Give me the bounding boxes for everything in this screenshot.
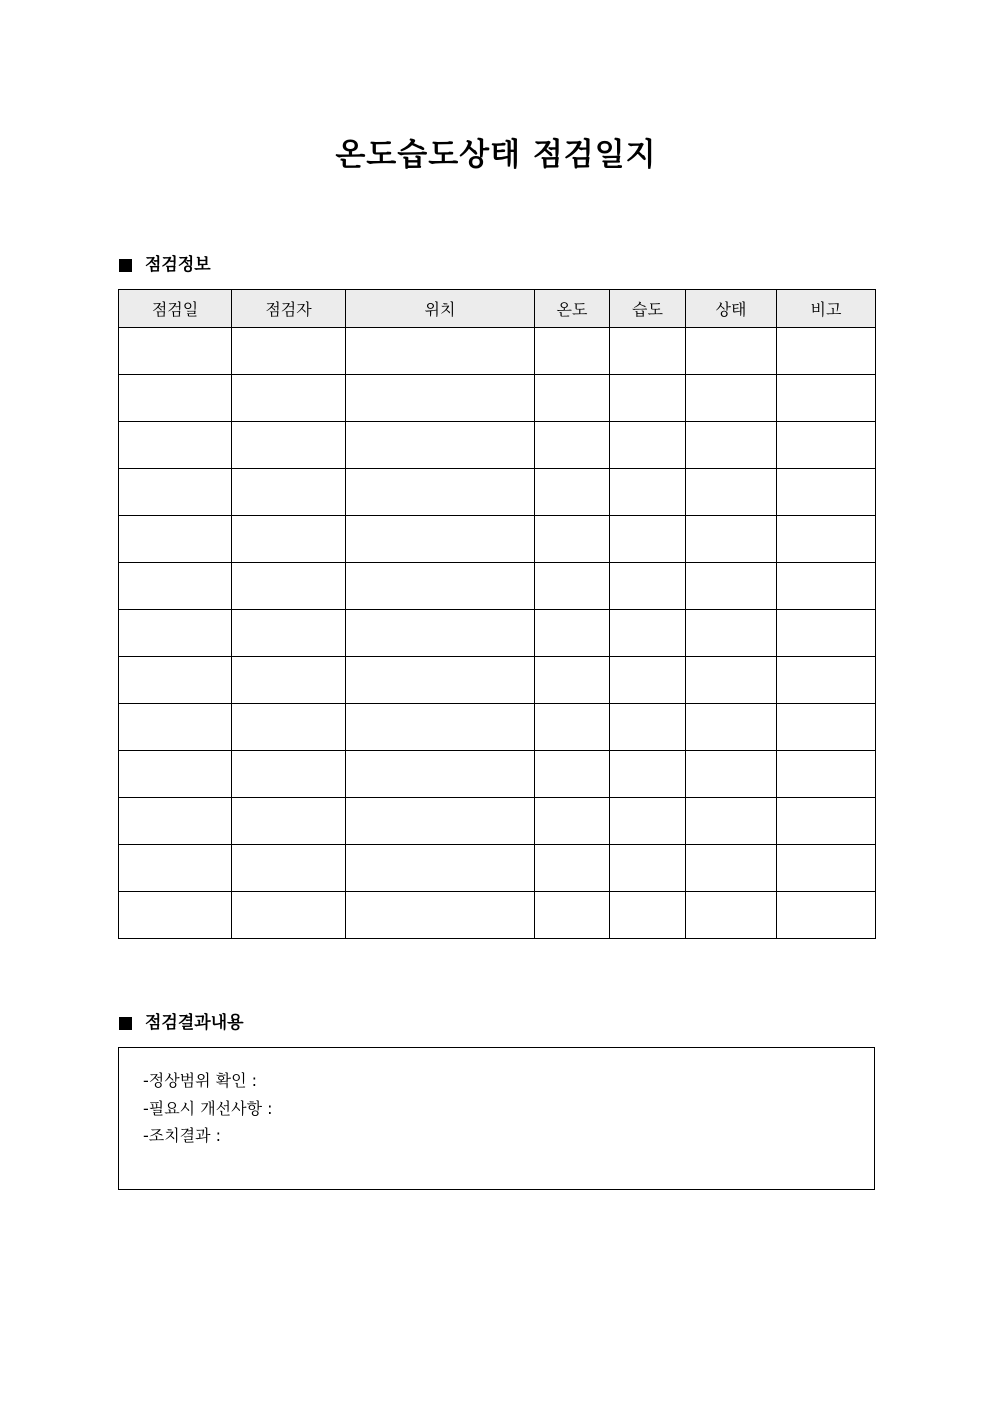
table-cell[interactable] (535, 704, 610, 751)
table-cell[interactable] (686, 469, 777, 516)
table-cell[interactable] (686, 657, 777, 704)
table-cell[interactable] (777, 657, 876, 704)
table-cell[interactable] (610, 375, 686, 422)
table-cell[interactable] (232, 469, 346, 516)
column-header-temperature: 온도 (535, 290, 610, 328)
table-row (119, 422, 876, 469)
table-cell[interactable] (119, 516, 232, 563)
table-header-row (119, 290, 876, 328)
table-cell[interactable] (535, 375, 610, 422)
section-heading-inspection-info (119, 253, 211, 277)
table-cell[interactable] (232, 422, 346, 469)
table-cell[interactable] (610, 516, 686, 563)
table-row (119, 845, 876, 892)
result-line-normal-range: -정상범위 확인 : (143, 1071, 258, 1090)
table-cell[interactable] (346, 751, 535, 798)
table-cell[interactable] (232, 892, 346, 939)
table-cell[interactable] (535, 610, 610, 657)
table-cell[interactable] (232, 375, 346, 422)
table-row (119, 328, 876, 375)
table-cell[interactable] (346, 516, 535, 563)
table-cell[interactable] (119, 892, 232, 939)
table-row (119, 516, 876, 563)
table-row (119, 563, 876, 610)
table-cell[interactable] (232, 704, 346, 751)
table-cell[interactable] (610, 845, 686, 892)
table-cell[interactable] (535, 563, 610, 610)
table-row (119, 704, 876, 751)
result-line-action-result: -조치결과 : (143, 1126, 222, 1145)
table-cell[interactable] (535, 798, 610, 845)
table-cell[interactable] (610, 328, 686, 375)
table-cell[interactable] (777, 328, 876, 375)
table-cell[interactable] (777, 798, 876, 845)
table-cell[interactable] (686, 845, 777, 892)
table-cell[interactable] (777, 563, 876, 610)
table-cell[interactable] (119, 704, 232, 751)
table-cell[interactable] (346, 375, 535, 422)
table-cell[interactable] (232, 657, 346, 704)
column-header-location: 위치 (346, 290, 535, 328)
table-cell[interactable] (535, 845, 610, 892)
document-title: 온도습도상태 점검일지 (335, 137, 657, 173)
table-cell[interactable] (232, 845, 346, 892)
table-cell[interactable] (535, 328, 610, 375)
table-row (119, 798, 876, 845)
column-header-inspector: 점검자 (232, 290, 346, 328)
table-cell[interactable] (119, 657, 232, 704)
table-cell[interactable] (346, 704, 535, 751)
table-row (119, 892, 876, 939)
table-cell[interactable] (686, 798, 777, 845)
table-cell[interactable] (119, 751, 232, 798)
table-cell[interactable] (610, 751, 686, 798)
table-row (119, 610, 876, 657)
table-cell[interactable] (777, 751, 876, 798)
table-cell[interactable] (119, 375, 232, 422)
section-heading-inspection-result (119, 1011, 244, 1035)
table-cell[interactable] (777, 892, 876, 939)
inspection-log-table (118, 289, 876, 939)
table-cell[interactable] (119, 845, 232, 892)
table-cell[interactable] (686, 892, 777, 939)
table-cell[interactable] (119, 563, 232, 610)
table-cell[interactable] (119, 422, 232, 469)
table-cell[interactable] (346, 563, 535, 610)
section-heading-label: 점검정보 (145, 255, 211, 275)
table-cell[interactable] (346, 328, 535, 375)
section-heading-label: 점검결과내용 (145, 1013, 244, 1033)
table-cell[interactable] (777, 375, 876, 422)
table-cell[interactable] (686, 422, 777, 469)
table-cell[interactable] (686, 610, 777, 657)
table-cell[interactable] (610, 704, 686, 751)
table-cell[interactable] (232, 610, 346, 657)
table-cell[interactable] (346, 422, 535, 469)
table-cell[interactable] (610, 422, 686, 469)
table-cell[interactable] (535, 469, 610, 516)
table-cell[interactable] (346, 892, 535, 939)
table-cell[interactable] (535, 516, 610, 563)
table-cell[interactable] (119, 610, 232, 657)
table-cell[interactable] (610, 892, 686, 939)
table-cell[interactable] (346, 610, 535, 657)
table-cell[interactable] (346, 657, 535, 704)
table-cell[interactable] (686, 516, 777, 563)
inspection-result-box[interactable] (118, 1047, 875, 1190)
table-cell[interactable] (232, 798, 346, 845)
column-header-date: 점검일 (119, 290, 232, 328)
table-cell[interactable] (119, 469, 232, 516)
table-cell[interactable] (535, 422, 610, 469)
table-body (119, 328, 876, 939)
result-line-improvements: -필요시 개선사항 : (143, 1098, 273, 1118)
table-cell[interactable] (610, 469, 686, 516)
table-cell[interactable] (119, 328, 232, 375)
square-bullet-icon (119, 259, 132, 272)
column-header-status: 상태 (686, 290, 777, 328)
table-cell[interactable] (777, 469, 876, 516)
table-cell[interactable] (610, 657, 686, 704)
table-cell[interactable] (686, 751, 777, 798)
table-cell[interactable] (777, 704, 876, 751)
table-row (119, 469, 876, 516)
table-cell[interactable] (777, 610, 876, 657)
table-cell[interactable] (686, 375, 777, 422)
table-row (119, 375, 876, 422)
table-cell[interactable] (535, 657, 610, 704)
column-header-remarks: 비고 (777, 290, 876, 328)
table-row (119, 751, 876, 798)
table-cell[interactable] (346, 469, 535, 516)
table-cell[interactable] (777, 845, 876, 892)
table-cell[interactable] (686, 704, 777, 751)
table-cell[interactable] (232, 516, 346, 563)
column-header-humidity: 습도 (610, 290, 686, 328)
table-cell[interactable] (346, 845, 535, 892)
table-cell[interactable] (232, 563, 346, 610)
table-cell[interactable] (535, 892, 610, 939)
table-cell[interactable] (232, 751, 346, 798)
table-cell[interactable] (346, 798, 535, 845)
table-cell[interactable] (777, 516, 876, 563)
square-bullet-icon (119, 1017, 132, 1030)
table-cell[interactable] (610, 610, 686, 657)
table-cell[interactable] (232, 328, 346, 375)
table-cell[interactable] (119, 798, 232, 845)
table-cell[interactable] (535, 751, 610, 798)
table-cell[interactable] (686, 328, 777, 375)
result-lines (143, 1067, 273, 1150)
table-cell[interactable] (777, 422, 876, 469)
table-cell[interactable] (610, 563, 686, 610)
table-cell[interactable] (610, 798, 686, 845)
table-cell[interactable] (686, 563, 777, 610)
table-row (119, 657, 876, 704)
